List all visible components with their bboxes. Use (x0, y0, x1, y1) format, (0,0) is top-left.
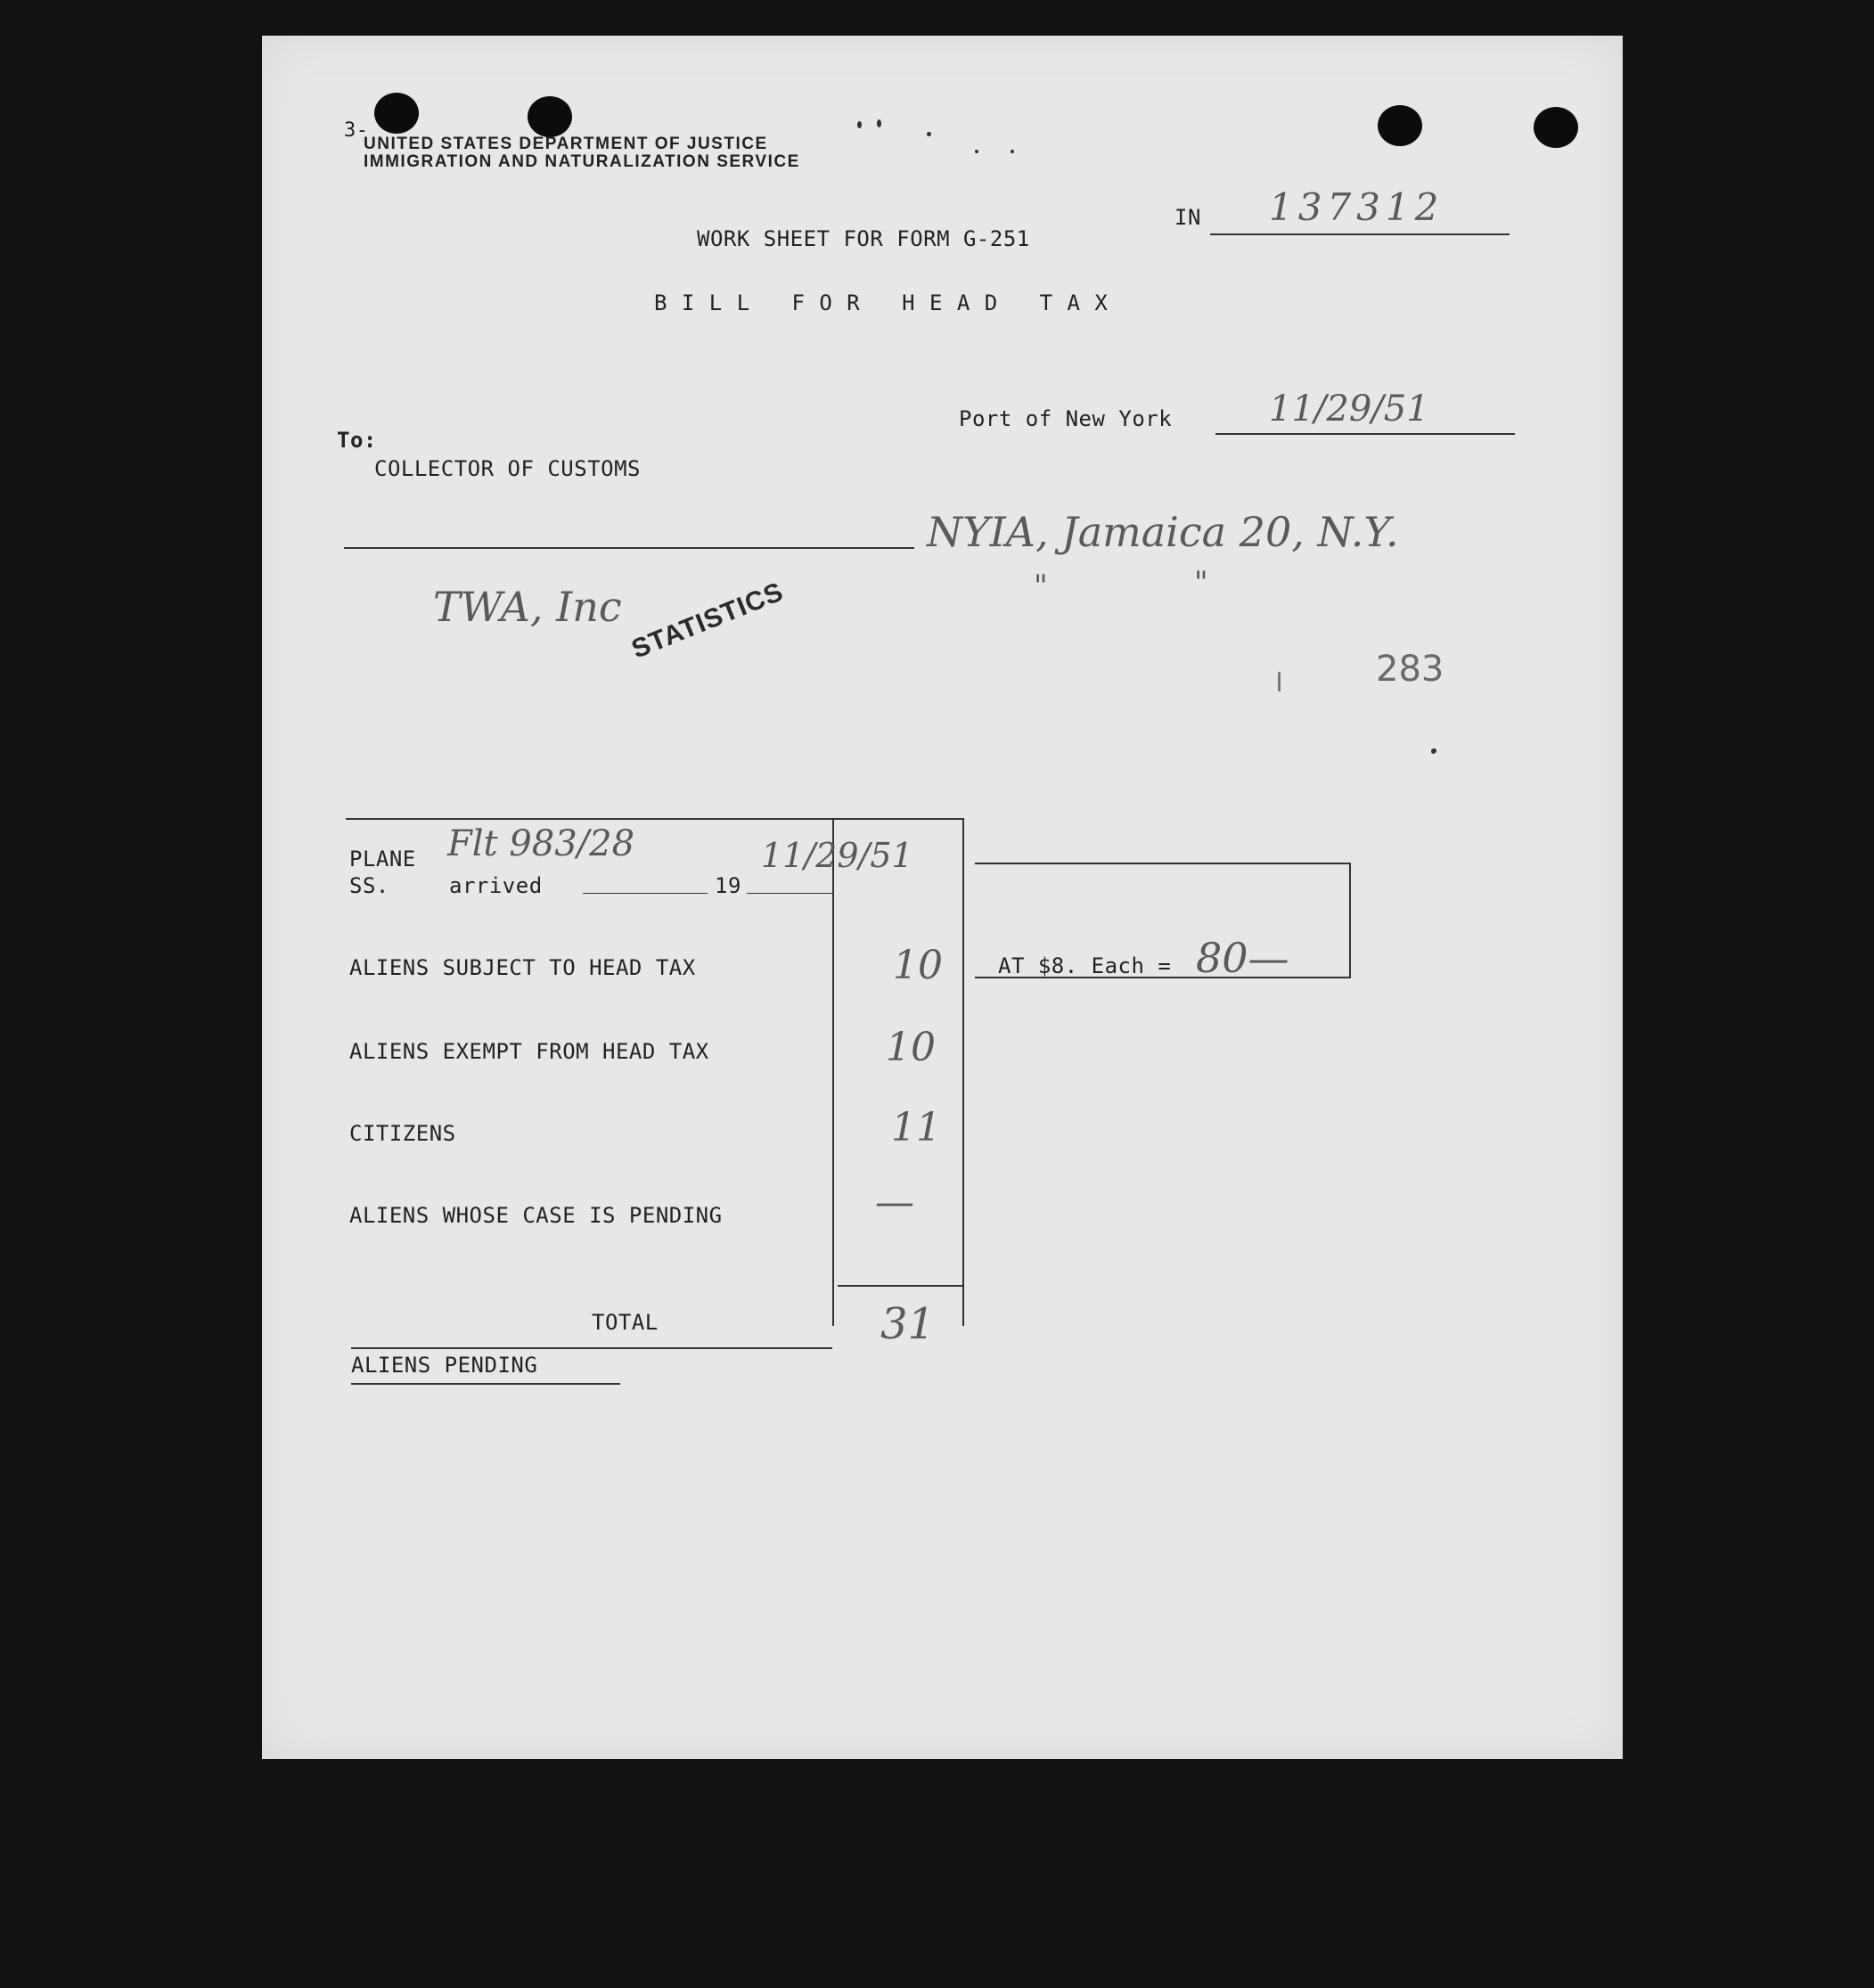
address-line (344, 547, 914, 549)
ink-speck (975, 150, 978, 153)
department-line-1: UNITED STATES DEPARTMENT OF JUSTICE (364, 135, 768, 153)
punch-hole (374, 93, 419, 134)
ink-speck (877, 119, 881, 127)
tax-amount: 80— (1196, 934, 1289, 982)
form-subtitle: B I L L F O R H E A D T A X (654, 290, 1109, 315)
stamped-number: 283 (1376, 649, 1444, 690)
total-value: 31 (880, 1299, 936, 1349)
pending-underline (351, 1383, 620, 1385)
row-label-subject: ALIENS SUBJECT TO HEAD TAX (349, 955, 696, 980)
in-number: 137312 (1269, 185, 1444, 229)
location-handwritten: NYIA, Jamaica 20, N.Y. (927, 508, 1399, 556)
row-value-subject: 10 (893, 943, 943, 988)
port-date: 11/29/51 (1269, 389, 1429, 430)
row-value-pending: — (875, 1180, 914, 1225)
row-label-exempt: ALIENS EXEMPT FROM HEAD TAX (349, 1039, 709, 1064)
punch-hole (1378, 105, 1422, 146)
flight-handwritten: Flt 983/28 (447, 823, 635, 864)
ink-speck (1431, 749, 1436, 754)
ss-label: SS. (349, 873, 389, 898)
statistics-stamp: STATISTICS (627, 577, 788, 665)
row-label-citizens: CITIZENS (349, 1121, 456, 1146)
arrival-date-handwritten: 11/29/51 (761, 836, 913, 875)
tax-box-top (975, 863, 1351, 864)
port-date-underline (1215, 433, 1515, 435)
tax-box-right (1349, 863, 1351, 978)
total-bottom-rule (351, 1347, 832, 1349)
ink-speck (1278, 672, 1281, 691)
table-top-rule (346, 818, 964, 820)
ink-speck (857, 121, 862, 128)
ink-speck (1011, 150, 1014, 153)
in-label: IN (1174, 205, 1201, 230)
total-top-rule (838, 1285, 962, 1287)
arrived-underline (583, 893, 708, 894)
row-value-citizens: 11 (891, 1105, 941, 1150)
table-value-column-left (832, 818, 834, 1326)
port-label: Port of New York (959, 406, 1173, 431)
punch-hole (1534, 107, 1578, 148)
pending-label: ALIENS PENDING (351, 1353, 538, 1378)
row-label-pending: ALIENS WHOSE CASE IS PENDING (349, 1203, 723, 1228)
punch-hole (528, 96, 572, 137)
form-title: WORK SHEET FOR FORM G-251 (697, 226, 1030, 251)
ditto-mark: " (1034, 569, 1048, 604)
arrived-label: arrived (449, 873, 543, 898)
table-value-column-right (962, 818, 964, 1326)
row-value-exempt: 10 (886, 1025, 936, 1070)
document-page (262, 36, 1623, 1759)
to-label: To: (337, 428, 377, 453)
year-underline (747, 893, 832, 894)
to-recipient: COLLECTOR OF CUSTOMS (374, 456, 641, 481)
total-label: TOTAL (592, 1310, 659, 1335)
in-underline (1210, 233, 1510, 235)
carrier-handwritten: TWA, Inc (433, 583, 622, 631)
department-line-2: IMMIGRATION AND NATURALIZATION SERVICE (364, 152, 800, 171)
year-prefix: 19 (715, 873, 741, 898)
plane-label: PLANE (349, 847, 416, 871)
form-number: 3- (344, 119, 369, 142)
tax-rate-label: AT $8. Each = (998, 953, 1172, 978)
ink-speck (927, 132, 931, 136)
ditto-mark: " (1194, 565, 1208, 601)
